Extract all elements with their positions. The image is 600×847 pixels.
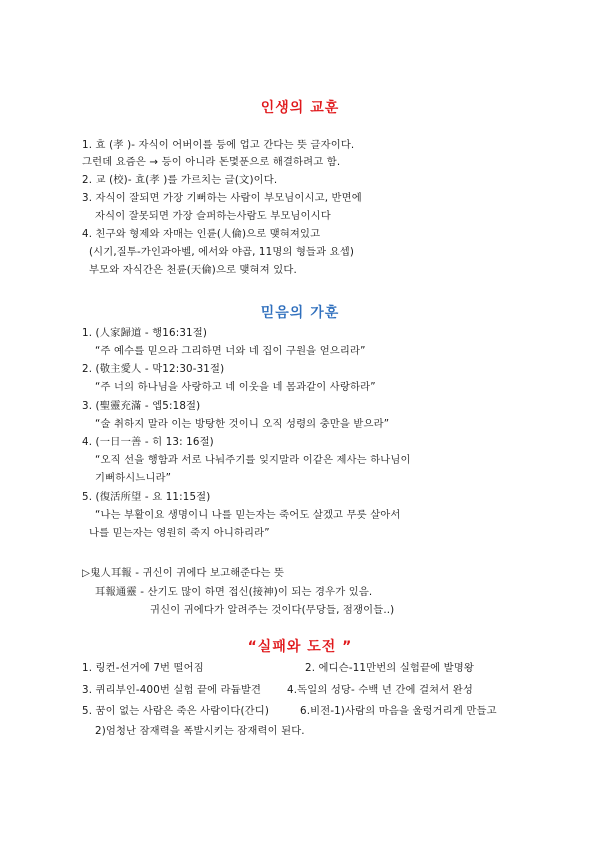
text-line: 3. 퀴리부인-400번 실험 끝에 라듐발견 xyxy=(82,684,262,696)
text-line: “술 취하지 말라 이는 방탕한 것이니 오직 성령의 충만을 받으라” xyxy=(95,418,390,430)
text-line: 2. 교 (校)- 효(孝 )를 가르치는 글(文)이다. xyxy=(82,174,278,186)
text-line: “주 예수를 믿으라 그리하면 너와 네 집이 구원을 얻으리라” xyxy=(95,345,366,357)
text-line: 耳報通靈 - 산기도 많이 하면 접신(接神)이 되는 경우가 있음. xyxy=(95,586,373,598)
text-line: 나를 믿는자는 영원히 죽지 아니하리라” xyxy=(89,527,270,539)
text-line: 6.비전-1)사람의 마음을 울렁거리게 만들고 xyxy=(300,705,497,717)
text-line: “주 너의 하나님을 사랑하고 네 이웃을 네 몸과같이 사랑하라” xyxy=(95,381,376,393)
section-title-failure-challenge: “실패와 도전 ” xyxy=(247,639,353,655)
text-line: 귀신이 귀에다가 알려주는 것이다(무당들, 점쟁이들..) xyxy=(150,604,395,616)
text-line: 2)엄청난 잠재력을 폭발시키는 잠재력이 된다. xyxy=(95,725,305,737)
section-title-faith-motto: 믿음의 가훈 xyxy=(260,305,340,321)
text-line: 3. 자식이 잘되면 가장 기뻐하는 사람이 부모님이시고, 반면에 xyxy=(82,192,362,204)
text-line: 그런데 요즘은 → 등이 아니라 돈몇푼으로 해결하려고 함. xyxy=(82,156,341,168)
text-line: 1. 효 (孝 )- 자식이 어버이를 등에 업고 간다는 뜻 글자이다. xyxy=(82,139,355,151)
text-line: 4. 친구와 형제와 자매는 인륜(人倫)으로 맺혀져있고 xyxy=(82,228,321,240)
text-line: ▷鬼人耳報 - 귀신이 귀에다 보고해준다는 뜻 xyxy=(82,567,285,579)
text-line: 2. (敬主愛人 - 막12:30-31절) xyxy=(82,363,225,375)
text-line: 2. 에디슨-11만번의 실험끝에 발명왕 xyxy=(305,662,474,674)
text-line: 5. 꿈이 없는 사람은 죽은 사람이다(간디) xyxy=(82,705,270,717)
text-line: 부모와 자식간은 천륜(天倫)으로 맺혀져 있다. xyxy=(89,264,297,276)
section-title-life-lessons: 인생의 교훈 xyxy=(260,100,340,116)
text-line: 1. 링컨-선거에 7번 떨어짐 xyxy=(82,662,204,674)
text-line: 1. (人家歸道 - 행16:31절) xyxy=(82,327,207,339)
text-line: 자식이 잘못되면 가장 슬퍼하는사람도 부모님이시다 xyxy=(95,210,331,222)
text-line: 5. (復活所望 - 요 11:15절) xyxy=(82,491,211,503)
text-line: 4.독일의 성당- 수백 년 간에 걸쳐서 완성 xyxy=(287,684,473,696)
text-line: 3. (聖靈充滿 - 엡5:18절) xyxy=(82,400,201,412)
text-line: “나는 부활이요 생명이니 나를 믿는자는 죽어도 살겠고 무릇 살아서 xyxy=(95,509,401,521)
text-line: “오직 선을 행함과 서로 나눠주기를 잊지말라 이같은 제사는 하나님이 xyxy=(95,454,411,466)
text-line: (시기,질투-가인과아벨, 에서와 야곱, 11명의 형들과 요셉) xyxy=(89,246,355,258)
text-line: 기뻐하시느니라” xyxy=(95,472,172,484)
text-line: 4. (一日一善 - 히 13: 16절) xyxy=(82,436,214,448)
